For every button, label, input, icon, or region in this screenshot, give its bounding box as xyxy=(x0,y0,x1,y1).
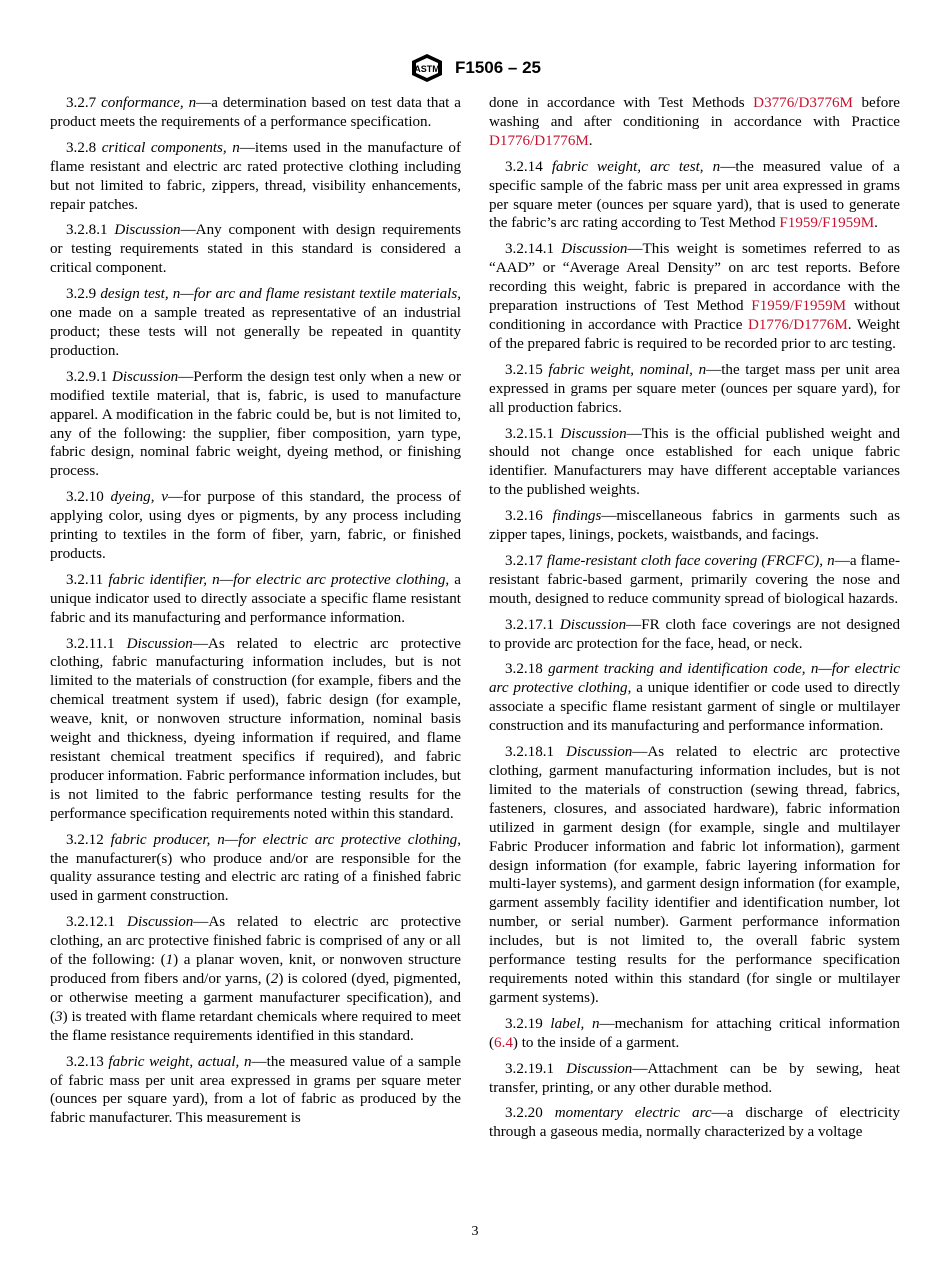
section-3-2-16: 3.2.16 findings—miscellaneous fabrics in garments such as zipper tapes, linings, pockets, waistbands, and facings. xyxy=(489,508,900,544)
ref-d1776[interactable]: D1776/D1776M xyxy=(489,132,589,149)
section-3-2-8-1: 3.2.8.1 Discussion—Any component with design requirements or testing requirements stated in this standard is considered a critical component. xyxy=(50,222,461,277)
ref-f1959[interactable]: F1959/F1959M xyxy=(751,298,847,315)
section-3-2-9: 3.2.9 design test, n—for arc and flame resistant textile materials, one made on a sample treated as representative of an industrial product; these tests will not generally be repeated in quantity production. xyxy=(50,286,461,359)
section-3-2-15-1: 3.2.15.1 Discussion—This is the official published weight and should not change once established for each unique fabric identifier. Manufacturers may have different acceptable variances to the published weights. xyxy=(489,425,900,499)
ref-section-6-4[interactable]: 6.4 xyxy=(494,1034,513,1051)
section-3-2-9-1: 3.2.9.1 Discussion—Perform the design test only when a new or modified textile material, that is, fabric, is used to manufacture apparel. A modification in the fabric could be, but is not limited to, any of the following: the supplier, fiber composition, yarn type, fabric design, nominal fabric weight, dyeing method, or finishing process. xyxy=(50,368,461,480)
left-column xyxy=(50,94,461,1135)
section-3-2-12: 3.2.12 fabric producer, n—for electric arc protective clothing, the manufacturer(s) who produce and/or are responsible for the quality assurance testing and electric arc rating of a finished fabric used in garment construction. xyxy=(50,831,461,905)
ref-f1959[interactable]: F1959/F1959M xyxy=(779,215,875,232)
section-3-2-18-1: 3.2.18.1 Discussion—As related to electric arc protective clothing, garment manufacturing information includes, but is not limited to the materials of construction (sewing thread, fabrics, fasteners, closures, and associated hardware), fabric information utilized in garment design (for example, single and multilayer Fabric Producer information and fabric lot information), garment design information (for example, fabric layering information for multi-layer systems), and garment design information (for example, garment assembly facility identifier and identification number, lot number, or serial number). Garment performance information includes, but is not limited to, the overall fabric system performance testing results for the performance specification requirements noted within this standard (for single or multilayer garment systems). xyxy=(489,744,900,1006)
page-header xyxy=(0,52,950,84)
section-3-2-14-1: 3.2.14.1 Discussion—This weight is sometimes referred to as “AAD” or “Average Areal Density” on arc test reports. Before recording this weight, fabric is prepared in accordance with the preparation instructions of Test Method F1959/F1959M without conditioning in accordance with Practice D1776/D1776M. Weight of the prepared fabric is required to be recorded prior to arc testing. xyxy=(489,241,900,352)
section-3-2-11-1: 3.2.11.1 Discussion—As related to electric arc protective clothing, fabric manufacturing information includes, but is not limited to the materials of construction (for example, fibers and the chemical treatment system if used), fabric design (for example, weave, knit, or nonwoven structure information, nominal basis weight and thickness, dyeing information if required, and flame resistant chemical treatment specifics if required), and fabric producer information. Fabric performance information includes, but is not limited to the fabric performance testing results for the performance specification requirements noted within this standard. xyxy=(50,635,461,822)
section-3-2-17-1: 3.2.17.1 Discussion—FR cloth face coverings are not designed to provide arc protection for the face, head, or neck. xyxy=(489,616,900,652)
section-3-2-7: 3.2.7 conformance, n—a determination based on test data that a product meets the requirements of a performance specification. xyxy=(50,95,461,130)
section-3-2-14: 3.2.14 fabric weight, arc test, n—the measured value of a specific sample of the fabric mass per unit area expressed in grams per square meter (ounces per square yard), that is used to generate the fabric’s arc rating according to Test Method F1959/F1959M. xyxy=(489,158,901,232)
section-3-2-11: 3.2.11 fabric identifier, n—for electric arc protective clothing, a unique indicator used to directly associate a specific flame resistant fabric and its manufacturing and performance information. xyxy=(50,571,461,626)
section-3-2-12-1: 3.2.12.1 Discussion—As related to electric arc protective clothing, an arc protective finished fabric is comprised of any or all of the following: (1) a planar woven, knit, or nonwoven structure produced from fibers and/or yarns, (2) is colored (dyed, pigmented, or otherwise meeting a garment manufacturer specification), and (3) is treated with flame retardant chemicals where required to meet the flame resistance requirements identified in this standard. xyxy=(50,914,461,1044)
section-3-2-13-continued: done in accordance with Test Methods D3776/D3776M before washing and after conditioning in accordance with Practice D1776/D1776M. xyxy=(489,95,900,149)
designation: F1506 – 25 xyxy=(454,58,541,77)
svg-text:ASTM: ASTM xyxy=(414,64,440,74)
section-3-2-18: 3.2.18 garment tracking and identification code, n—for electric arc protective clothing, a unique identifier or code used to directly associate a specific flame resistant garment of single or multilayer construction and its manufacturing and performance information. xyxy=(489,661,900,735)
section-3-2-10: 3.2.10 dyeing, v—for purpose of this standard, the process of applying color, using dyes or pigments, by any process including printing to textiles in the form of fiber, yarn, fabric, or finished products. xyxy=(50,489,462,562)
astm-logo-icon xyxy=(409,52,445,84)
section-3-2-13: 3.2.13 fabric weight, actual, n—the measured value of a sample of fabric mass per unit area expressed in grams per square meter (ounces per square yard), from a lot of fabric as produced by the fabric manufacturer. This measurement is xyxy=(50,1053,461,1127)
ref-d1776[interactable]: D1776/D1776M xyxy=(747,316,848,333)
section-3-2-8: 3.2.8 critical components, n—items used in the manufacture of flame resistant and electric arc rated protective clothing including but not limited to fabric, zippers, thread, visibility enhancements, repair patches. xyxy=(50,139,462,213)
section-3-2-19-1: 3.2.19.1 Discussion—Attachment can be by sewing, heat transfer, printing, or any other durable method. xyxy=(489,1060,900,1096)
right-column xyxy=(489,94,900,1149)
section-3-2-17: 3.2.17 flame-resistant cloth face covering (FRCFC), n—a flame-resistant fabric-based garment, primarily covering the nose and mouth, designed to reduce community spread of biological hazards. xyxy=(489,552,901,607)
section-3-2-15: 3.2.15 fabric weight, nominal, n—the target mass per unit area expressed in grams per square meter (ounces per square yard), for all production fabrics. xyxy=(489,361,900,416)
section-3-2-20: 3.2.20 momentary electric arc—a discharge of electricity through a gaseous media, normally characterized by a voltage xyxy=(489,1105,900,1141)
page-number: 3 xyxy=(471,1224,479,1239)
section-3-2-19: 3.2.19 label, n—mechanism for attaching critical information (6.4) to the inside of a garment. xyxy=(489,1015,900,1051)
ref-d3776[interactable]: D3776/D3776M xyxy=(753,95,853,111)
